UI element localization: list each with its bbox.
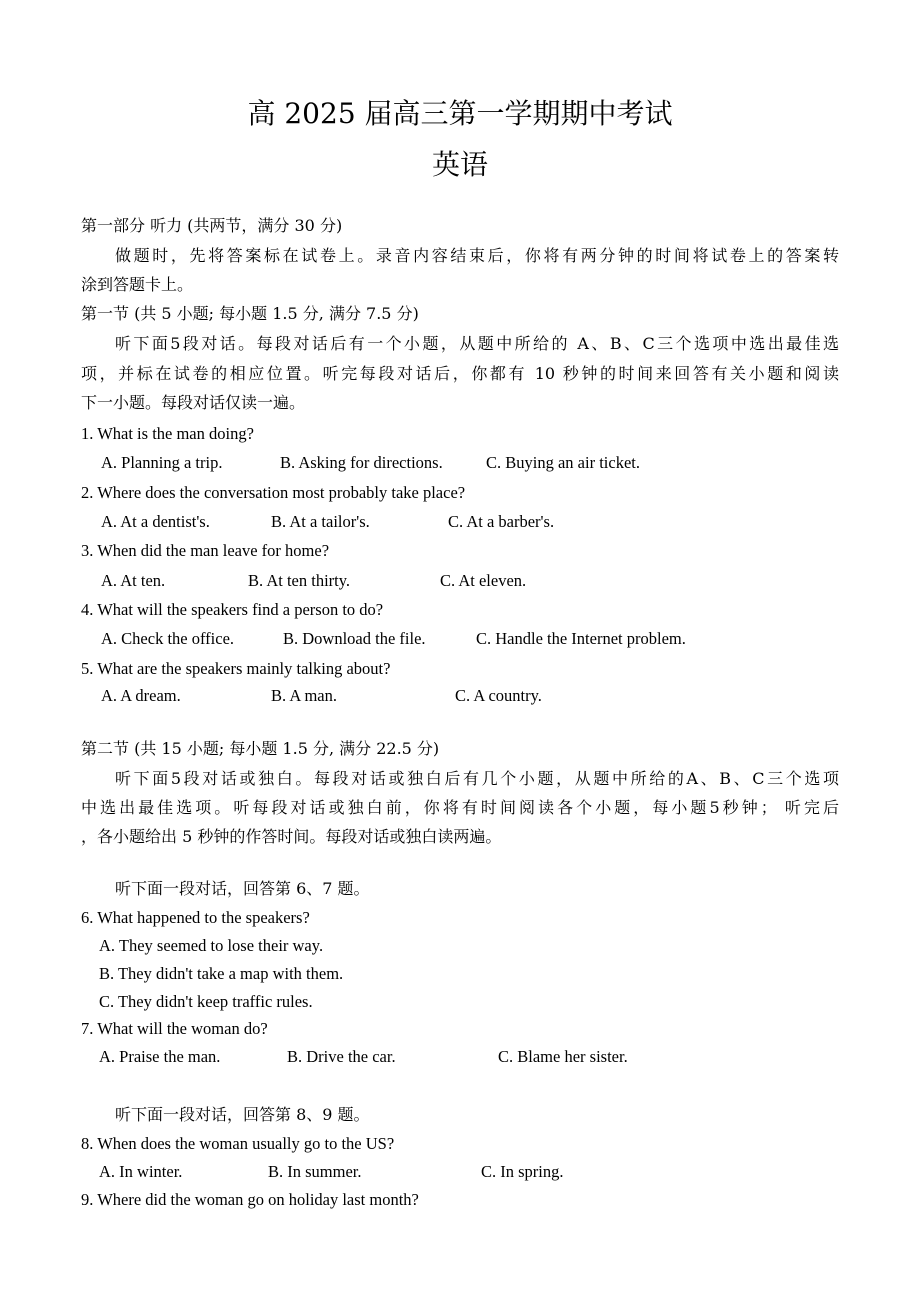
q4-option-a: A. Check the office.: [101, 629, 235, 648]
group1-intro: 听下面一段对话，回答第 6、7 题。: [115, 879, 370, 898]
q5-option-b: B. A man.: [271, 686, 338, 705]
section2-instruction-line1: 听下面5段对话或独白。每段对话或独白后有几个小题，从题中所给的A、B、C三个选项: [115, 769, 839, 788]
q6-option-c: C. They didn't keep traffic rules.: [99, 992, 313, 1011]
section1-instruction-line2: 项，并标在试卷的相应位置。听完每段对话后，你都有 10 秒钟的时间来回答有关小题和阅读: [81, 364, 839, 383]
part1-instruction-line1: 做题时，先将答案标在试卷上。录音内容结束后，你将有两分钟的时间将试卷上的答案转: [115, 246, 839, 265]
section2-heading: 第二节 (共 15 小题; 每小题 1.5 分, 满分 22.5 分): [81, 739, 440, 758]
exam-title: 高 2025 届高三第一学期期中考试: [247, 97, 673, 130]
q2-option-a: A. At a dentist's.: [101, 512, 210, 531]
question-2: 2. Where does the conversation most probably take place?: [81, 483, 466, 502]
question-7: 7. What will the woman do?: [81, 1019, 268, 1038]
q5-option-c: C. A country.: [455, 686, 542, 705]
section1-heading: 第一节 (共 5 小题; 每小题 1.5 分, 满分 7.5 分): [81, 304, 419, 323]
q8-option-b: B. In summer.: [268, 1162, 362, 1181]
question-1: 1. What is the man doing?: [81, 424, 254, 443]
q3-option-c: C. At eleven.: [440, 571, 527, 590]
question-5: 5. What are the speakers mainly talking about?: [81, 659, 391, 678]
section2-instruction-line3: ，各小题给出 5 秒钟的作答时间。每段对话或独白读两遍。: [81, 827, 502, 846]
q8-option-c: C. In spring.: [481, 1162, 564, 1181]
q7-option-b: B. Drive the car.: [287, 1047, 396, 1066]
subject-title: 英语: [431, 148, 488, 181]
part1-instruction-line2: 涂到答题卡上。: [81, 275, 194, 294]
q2-option-b: B. At a tailor's.: [271, 512, 370, 531]
q1-option-a: A. Planning a trip.: [101, 453, 223, 472]
part1-heading: 第一部分 听力 (共两节，满分 30 分): [81, 216, 343, 235]
q2-option-c: C. At a barber's.: [448, 512, 555, 531]
question-4: 4. What will the speakers find a person to do?: [81, 600, 384, 619]
question-9: 9. Where did the woman go on holiday last month?: [81, 1190, 419, 1209]
q3-option-a: A. At ten.: [101, 571, 166, 590]
q1-option-c: C. Buying an air ticket.: [486, 453, 640, 472]
section2-instruction-line2: 中选出最佳选项。听每段对话或独白前，你将有时间阅读各个小题，每小题5秒钟； 听完后: [81, 798, 839, 817]
group2-intro: 听下面一段对话，回答第 8、9 题。: [115, 1105, 370, 1124]
q1-option-b: B. Asking for directions.: [280, 453, 443, 472]
q5-option-a: A. A dream.: [101, 686, 181, 705]
q7-option-c: C. Blame her sister.: [498, 1047, 628, 1066]
q4-option-b: B. Download the file.: [283, 629, 426, 648]
question-8: 8. When does the woman usually go to the US?: [81, 1134, 395, 1153]
q8-option-a: A. In winter.: [99, 1162, 183, 1181]
section1-instruction-line1: 听下面5段对话。每段对话后有一个小题，从题中所给的 A、B、C三个选项中选出最佳选: [115, 334, 839, 353]
q4-option-c: C. Handle the Internet problem.: [476, 629, 686, 648]
question-3: 3. When did the man leave for home?: [81, 541, 330, 560]
q7-option-a: A. Praise the man.: [99, 1047, 221, 1066]
q3-option-b: B. At ten thirty.: [248, 571, 351, 590]
section1-instruction-line3: 下一小题。每段对话仅读一遍。: [81, 393, 306, 412]
question-6: 6. What happened to the speakers?: [81, 908, 310, 927]
q6-option-a: A. They seemed to lose their way.: [99, 936, 324, 955]
q6-option-b: B. They didn't take a map with them.: [99, 964, 344, 983]
